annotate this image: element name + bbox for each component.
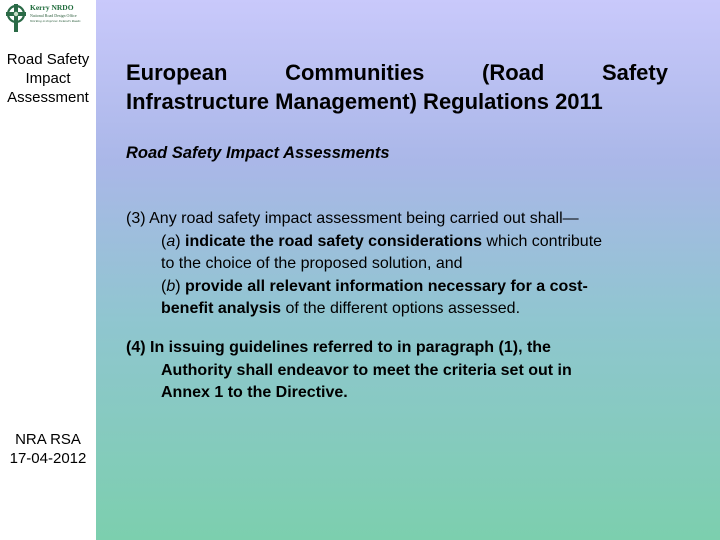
sidebar-title-line: Road Safety (6, 51, 90, 68)
heading-word: Safety (601, 60, 668, 85)
item-a-close: ) (175, 232, 186, 250)
item-b-open: ( (161, 277, 167, 295)
section-subheading: Road Safety Impact Assessments (126, 144, 390, 162)
kerry-nrdo-logo (3, 2, 95, 34)
item-a (126, 231, 671, 254)
item-b-bold: provide all relevant information necessary for a cost- (185, 277, 588, 295)
heading-line-2: Infrastructure Management) Regulations 2011 (126, 89, 603, 114)
item-b (126, 276, 671, 299)
item-a-line-2: to the choice of the proposed solution, and (161, 255, 463, 272)
logo-text (30, 4, 96, 23)
para4-line-1: (4) In issuing guidelines referred to in paragraph (1), the (126, 339, 551, 356)
logo-tagline: Working to Improve Ireland's Roads (30, 18, 81, 23)
sidebar-title (0, 50, 96, 107)
item-b-line-2 (126, 298, 671, 321)
heading-word: Communities (285, 60, 425, 85)
item-a-rest: which contribute (481, 232, 603, 250)
footer-date: 17-04-2012 (9, 450, 87, 467)
heading-line-1 (126, 58, 668, 87)
item-b-rest: of the different options assessed. (281, 300, 521, 317)
sidebar-title-line: Assessment (7, 89, 89, 106)
item-a-open: ( (161, 232, 167, 250)
para3-intro: (3) Any road safety impact assessment being carried out shall— (126, 210, 579, 227)
sidebar (0, 0, 96, 540)
para4-line-2: Authority shall endeavor to meet the criteria set out in (161, 361, 572, 379)
footer-org: NRA RSA (15, 431, 81, 448)
logo-subtitle: National Road Design Office (30, 12, 77, 18)
sidebar-title-line: Impact (25, 70, 71, 87)
heading-word: European (126, 60, 228, 85)
paragraph-3 (126, 208, 671, 321)
item-b-close: ) (175, 277, 186, 295)
paragraph-4 (126, 337, 671, 405)
sidebar-footer (0, 430, 96, 468)
item-a-bold: indicate the road safety considerations (185, 232, 482, 250)
item-a-letter: a (166, 232, 176, 250)
item-b-letter: b (166, 277, 176, 295)
slide-heading (126, 58, 668, 116)
para4-line-3: Annex 1 to the Directive. (161, 384, 348, 401)
slide-content (96, 0, 720, 540)
celtic-cross-icon (4, 3, 28, 33)
item-b-bold-2: benefit analysis (161, 300, 282, 317)
heading-word: (Road (482, 60, 545, 85)
logo-title: Kerry NRDO (30, 3, 74, 12)
